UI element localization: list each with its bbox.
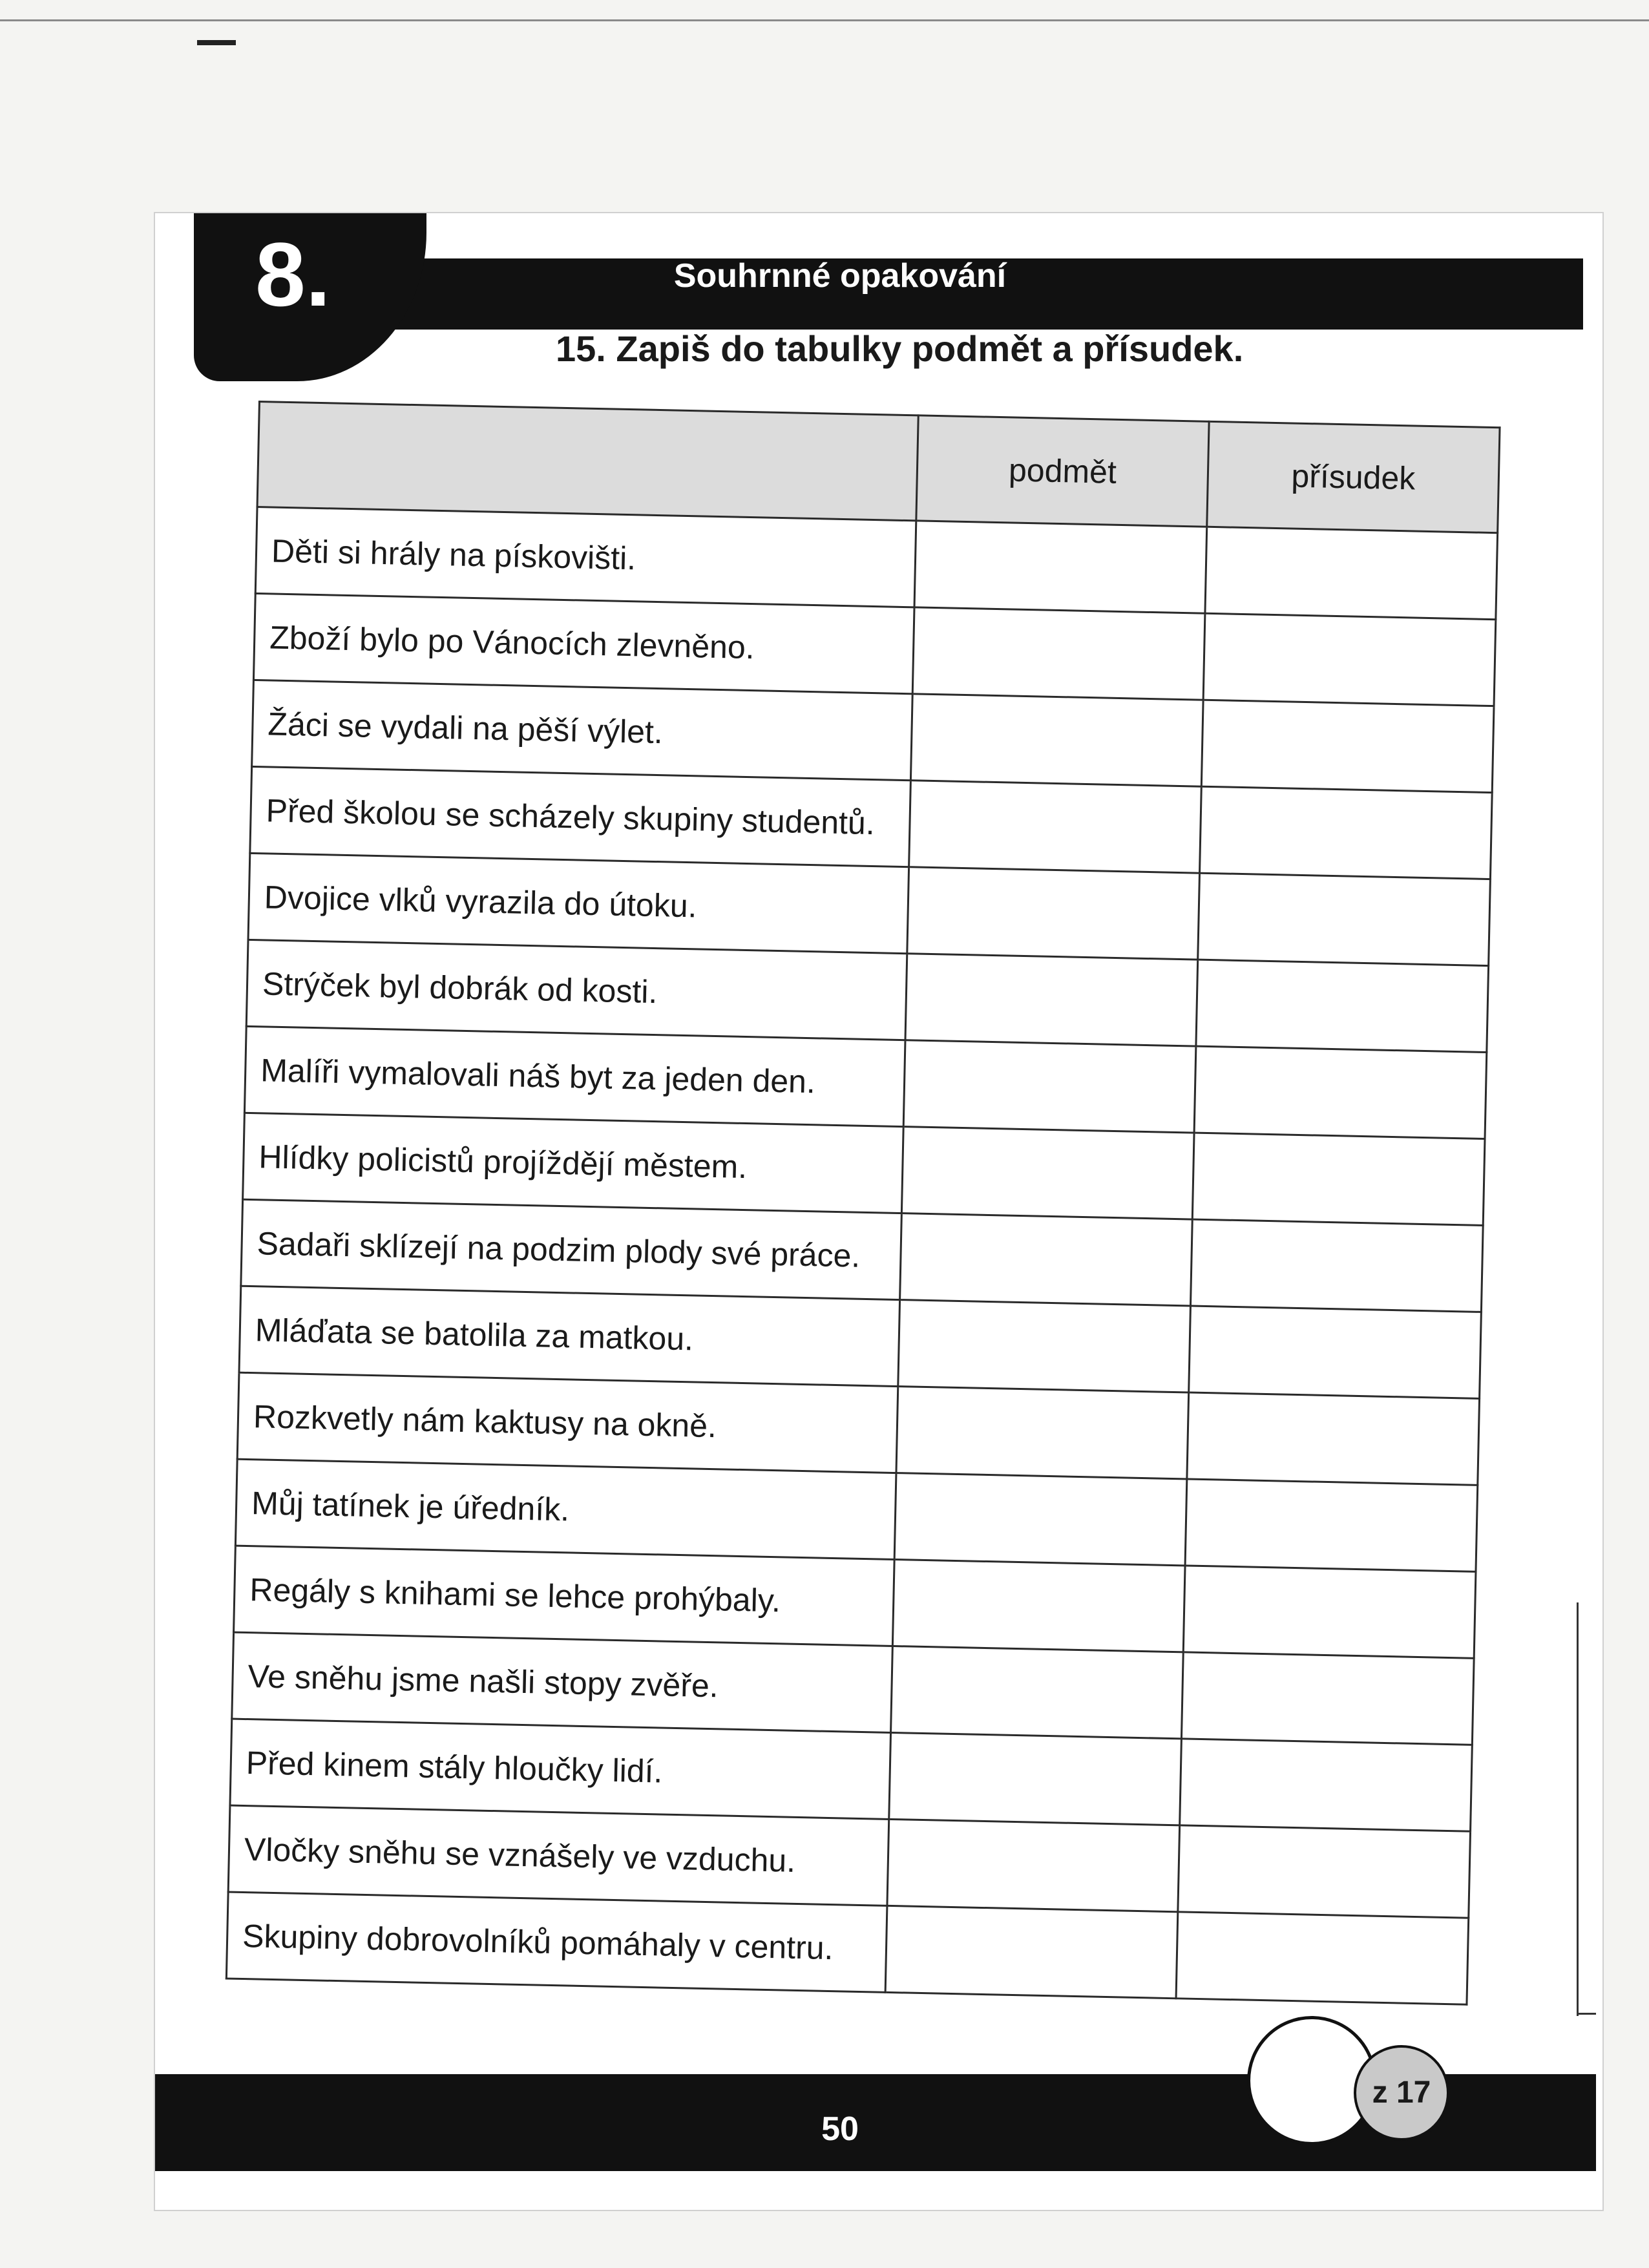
subject-answer-cell[interactable]	[885, 1906, 1178, 1998]
predicate-answer-cell[interactable]	[1187, 1392, 1480, 1485]
predicate-answer-cell[interactable]	[1189, 1306, 1482, 1398]
subject-answer-cell[interactable]	[891, 1646, 1184, 1738]
scan-edge-line	[0, 19, 1649, 21]
sentence-cell: Před kinem stály hloučky lidí.	[230, 1719, 891, 1819]
sentence-cell: Můj tatínek je úředník.	[235, 1459, 896, 1559]
column-header-sentence	[257, 402, 918, 521]
exercise-table	[226, 401, 1501, 2006]
predicate-answer-cell[interactable]	[1192, 1133, 1485, 1225]
scan-mark	[197, 40, 236, 45]
sentence-cell: Hlídky policistů projíždějí městem.	[243, 1113, 904, 1213]
scan-edge-line	[1577, 2013, 1596, 2015]
sentence-cell: Před školou se scházely skupiny studentů.	[250, 766, 911, 866]
predicate-answer-cell[interactable]	[1201, 700, 1494, 792]
predicate-answer-cell[interactable]	[1205, 527, 1498, 619]
predicate-answer-cell[interactable]	[1200, 786, 1493, 879]
subject-answer-cell[interactable]	[901, 1127, 1194, 1219]
sentence-cell: Žáci se vydali na pěší výlet.	[252, 680, 913, 780]
predicate-answer-cell[interactable]	[1183, 1566, 1476, 1658]
sentence-cell: Regály s knihami se lehce prohýbaly.	[234, 1546, 895, 1646]
column-header-subject: podmět	[916, 415, 1209, 527]
sentence-cell: Mláďata se batolila za matkou.	[239, 1286, 900, 1386]
predicate-answer-cell[interactable]	[1176, 1912, 1469, 2004]
subject-answer-cell[interactable]	[912, 607, 1205, 700]
predicate-answer-cell[interactable]	[1178, 1825, 1471, 1918]
subject-answer-cell[interactable]	[887, 1819, 1180, 1911]
subject-answer-cell[interactable]	[894, 1473, 1187, 1566]
sentence-cell: Sadaři sklízejí na podzim plody své práce.	[241, 1199, 902, 1299]
predicate-answer-cell[interactable]	[1196, 960, 1489, 1052]
predicate-answer-cell[interactable]	[1203, 613, 1496, 706]
predicate-answer-cell[interactable]	[1194, 1046, 1487, 1139]
sentence-cell: Malíři vymalovali náš byt za jeden den.	[244, 1026, 905, 1126]
sentence-cell: Skupiny dobrovolníků pomáhaly v centru.	[226, 1892, 887, 1992]
sentence-cell: Děti si hrály na pískovišti.	[255, 507, 916, 607]
chapter-number: 8.	[255, 224, 331, 325]
sentence-cell: Rozkvetly nám kaktusy na okně.	[237, 1372, 898, 1473]
sentence-cell: Ve sněhu jsme našli stopy zvěře.	[232, 1632, 893, 1732]
task-title: 15. Zapiš do tabulky podmět a přísudek.	[556, 328, 1244, 369]
score-total-badge: z 17	[1354, 2045, 1449, 2141]
sentence-cell: Zboží bylo po Vánocích zlevněno.	[253, 593, 914, 693]
subject-answer-cell[interactable]	[907, 867, 1200, 960]
sentence-cell: Vločky sněhu se vznášely ve vzduchu.	[228, 1805, 889, 1906]
predicate-answer-cell[interactable]	[1180, 1739, 1473, 1831]
page-number: 50	[821, 2110, 859, 2148]
subject-answer-cell[interactable]	[914, 521, 1207, 613]
subject-answer-cell[interactable]	[909, 781, 1202, 873]
subject-answer-cell[interactable]	[900, 1213, 1193, 1306]
subject-answer-cell[interactable]	[898, 1300, 1191, 1392]
predicate-answer-cell[interactable]	[1181, 1652, 1474, 1745]
sentence-cell: Dvojice vlků vyrazila do útoku.	[248, 853, 909, 953]
subject-answer-cell[interactable]	[896, 1387, 1189, 1479]
predicate-answer-cell[interactable]	[1198, 873, 1491, 965]
sentence-cell: Strýček byl dobrák od kosti.	[246, 940, 907, 1040]
subject-answer-cell[interactable]	[889, 1732, 1182, 1825]
predicate-answer-cell[interactable]	[1185, 1479, 1478, 1571]
subject-answer-cell[interactable]	[903, 1040, 1196, 1133]
predicate-answer-cell[interactable]	[1190, 1219, 1483, 1312]
column-header-predicate: přísudek	[1207, 421, 1500, 532]
subject-answer-cell[interactable]	[892, 1560, 1185, 1652]
subject-answer-cell[interactable]	[910, 694, 1203, 786]
subject-answer-cell[interactable]	[905, 954, 1198, 1046]
section-title: Souhrnné opakování	[673, 257, 1007, 295]
scan-edge-line	[1577, 1602, 1579, 2016]
